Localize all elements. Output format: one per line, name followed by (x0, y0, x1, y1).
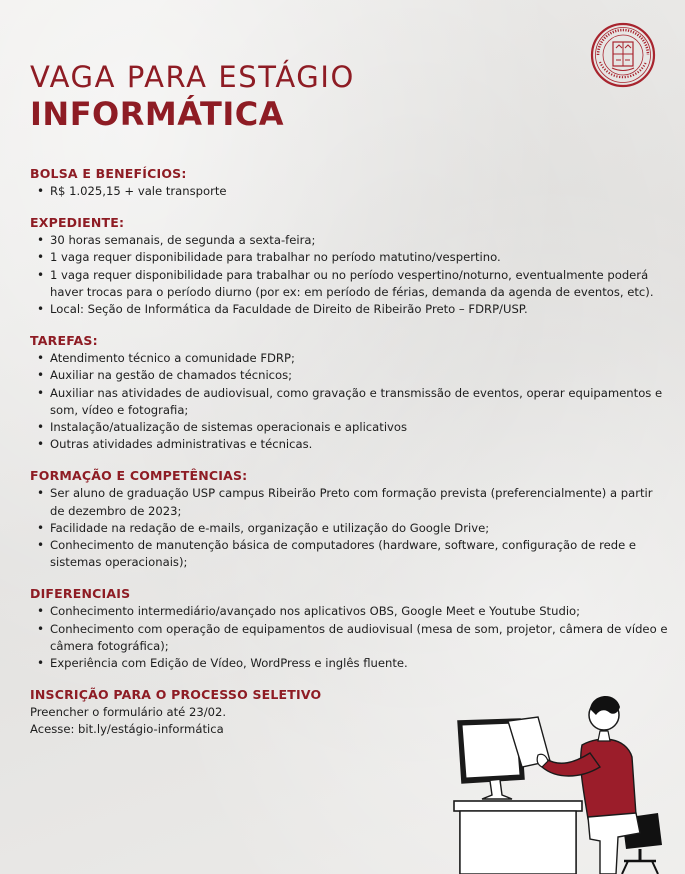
section-heading: BOLSA E BENEFÍCIOS: (30, 166, 187, 181)
list-item: • Facilidade na redação de e-mails, organização e utilização do Google Drive; (50, 520, 670, 537)
list-item: • Atendimento técnico a comunidade FDRP; (50, 350, 670, 367)
list-item: • Experiência com Edição de Vídeo, WordPress e inglês fluente. (50, 655, 670, 672)
section-formacao (30, 467, 670, 571)
list-item: • Auxiliar na gestão de chamados técnicos; (50, 367, 670, 384)
list-item: • Conhecimento de manutenção básica de computadores (hardware, software, configuração de rede e sistemas operacionais); (50, 537, 670, 571)
section-heading: FORMAÇÃO E COMPETÊNCIAS: (30, 468, 248, 484)
bullet-list (30, 485, 670, 571)
section-expediente (30, 214, 670, 318)
section-heading: INSCRIÇÃO PARA O PROCESSO SELETIVO (30, 687, 322, 703)
list-item: • Local: Seção de Informática da Faculdade de Direito de Ribeirão Preto – FDRP/USP. (50, 301, 670, 318)
bullet-list (30, 232, 670, 318)
list-item: • R$ 1.025,15 + vale transporte (50, 183, 670, 200)
section-heading: TAREFAS: (30, 333, 98, 349)
list-item: • 30 horas semanais, de segunda a sexta-feira; (50, 232, 670, 249)
section-heading: DIFERENCIAIS (30, 586, 131, 602)
list-item: • Conhecimento intermediário/avançado nos aplicativos OBS, Google Meet e Youtube Studio; (50, 603, 670, 620)
list-item: • Auxiliar nas atividades de audiovisual, como gravação e transmissão de eventos, operar equipamentos e som, vídeo e fotografia; (50, 385, 670, 419)
list-item: • 1 vaga requer disponibilidade para trabalhar no período matutino/vespertino. (50, 249, 670, 266)
person-at-computer-illustration (450, 683, 685, 874)
list-item: • Instalação/atualização de sistemas operacionais e aplicativos (50, 419, 670, 436)
content (30, 165, 670, 753)
section-heading: EXPEDIENTE: (30, 215, 125, 231)
list-item: • 1 vaga requer disponibilidade para trabalhar ou no período vespertino/noturno, eventualmente poderá haver trocas para o período diurno (por ex: em período de férias, demanda da agenda de eventos, etc). (50, 267, 670, 301)
section-bolsa (30, 165, 670, 200)
list-item: • Conhecimento com operação de equipamentos de audiovisual (mesa de som, projetor, câmera de vídeo e câmera fotográfica); (50, 621, 670, 655)
title-line-2: INFORMÁTICA (30, 95, 284, 133)
university-seal-icon (590, 22, 656, 88)
deadline-text: Preencher o formulário até 23/02. (30, 705, 227, 720)
section-tarefas (30, 332, 670, 453)
bullet-list (30, 350, 670, 453)
bullet-list (30, 603, 670, 672)
link-text: Acesse: bit.ly/estágio-informática (30, 722, 224, 737)
title-line-1: VAGA PARA ESTÁGIO (30, 60, 355, 94)
section-diferenciais (30, 585, 670, 672)
list-item: • Ser aluno de graduação USP campus Ribeirão Preto com formação prevista (preferencialmente) a partir de dezembro de 2023; (50, 485, 670, 519)
bullet-list (30, 183, 670, 200)
list-item: • Outras atividades administrativas e técnicas. (50, 436, 670, 453)
